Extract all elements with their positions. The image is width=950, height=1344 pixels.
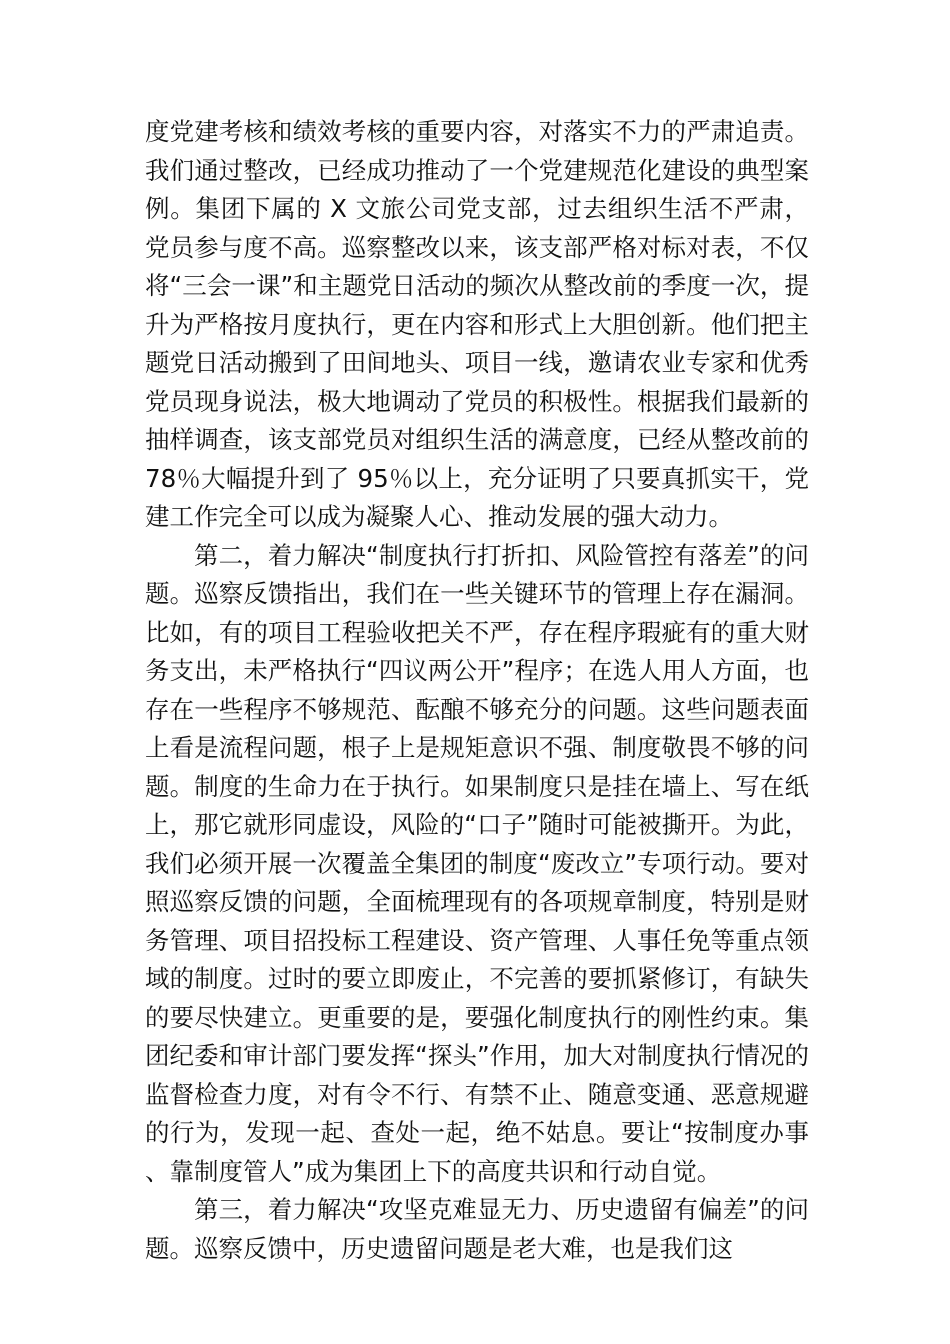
body-text: [145, 113, 809, 1268]
paragraph-continuation: 度党建考核和绩效考核的重要内容，对落实不力的严肃追责。我们通过整改，已经成功推动了一个党建规范化建设的典型案例。集团下属的 X 文旅公司党支部，过去组织生活不严肃，党员参与度不高。巡察整改以来，该支部严格对标对表，不仅将“三会一课”和主题党日活动的频次从整改前的季度一次，提升为严格按月度执行，更在内容和形式上大胆创新。他们把主题党日活动搬到了田间地头、项目一线，邀请农业专家和优秀党员现身说法，极大地调动了党员的积极性。根据我们最新的抽样调查，该支部党员对组织生活的满意度，已经从整改前的 78％大幅提升到了 95％以上，充分证明了只要真抓实干，党建工作完全可以成为凝聚人心、推动发展的强大动力。: [145, 117, 809, 531]
paragraph-second-point: 第二，着力解决“制度执行打折扣、风险管控有落差”的问题。巡察反馈指出，我们在一些关键环节的管理上存在漏洞。比如，有的项目工程验收把关不严，存在程序瑕疵有的重大财务支出，未严格执行“四议两公开”程序；在选人用人方面，也存在一些程序不够规范、酝酿不够充分的问题。这些问题表面上看是流程问题，根子上是规矩意识不强、制度敬畏不够的问题。制度的生命力在于执行。如果制度只是挂在墙上、写在纸上，那它就形同虚设，风险的“口子”随时可能被撕开。为此，我们必须开展一次覆盖全集团的制度“废改立”专项行动。要对照巡察反馈的问题，全面梳理现有的各项规章制度，特别是财务管理、项目招投标工程建设、资产管理、人事任免等重点领域的制度。过时的要立即废止，不完善的要抓紧修订，有缺失的要尽快建立。更重要的是，要强化制度执行的刚性约束。集团纪委和审计部门要发挥“探头”作用，加大对制度执行情况的监督检查力度，对有令不行、有禁不止、随意变通、恶意规避的行为，发现一起、查处一起，绝不姑息。要让“按制度办事、靠制度管人”成为集团上下的高度共识和行动自觉。: [145, 540, 809, 1186]
paragraph-third-point: 第三，着力解决“攻坚克难显无力、历史遗留有偏差”的问题。巡察反馈中，历史遗留问题是老大难，也是我们这: [145, 1195, 809, 1263]
